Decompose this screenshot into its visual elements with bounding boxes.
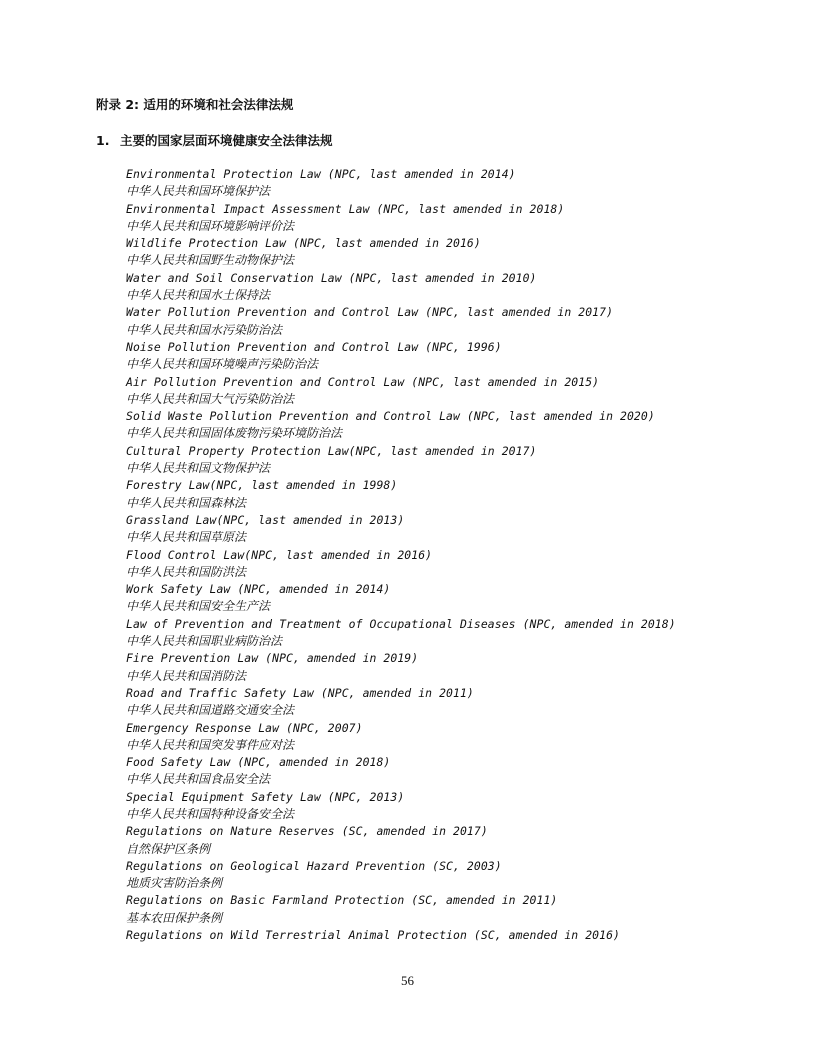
law-name-english: Fire Prevention Law (NPC, amended in 2019): [126, 651, 419, 666]
law-name-chinese: 中华人民共和国食品安全法: [126, 772, 271, 787]
law-name-chinese: 中华人民共和国环境保护法: [126, 184, 271, 199]
law-name-chinese: 中华人民共和国草原法: [126, 530, 247, 545]
law-item: [126, 408, 676, 443]
law-list: [126, 166, 676, 944]
law-name-chinese: 中华人民共和国野生动物保护法: [126, 253, 295, 268]
law-name-english: Environmental Impact Assessment Law (NPC, last amended in 2018): [126, 201, 565, 216]
law-item: [126, 858, 676, 893]
law-name-chinese: 地质灾害防治条例: [126, 876, 223, 891]
law-item: [126, 927, 676, 944]
law-name-chinese: 中华人民共和国职业病防治法: [126, 634, 283, 649]
law-name-chinese: 自然保护区条例: [126, 841, 211, 856]
law-name-english: Flood Control Law(NPC, last amended in 2016): [126, 547, 433, 562]
law-name-english: Regulations on Nature Reserves (SC, amended in 2017): [126, 824, 488, 839]
law-name-english: Water Pollution Prevention and Control Law (NPC, last amended in 2017): [126, 305, 614, 320]
law-name-english: Water and Soil Conservation Law (NPC, last amended in 2010): [126, 270, 537, 285]
law-item: [126, 823, 676, 858]
law-name-english: Road and Traffic Safety Law (NPC, amended in 2011): [126, 685, 474, 700]
law-name-english: Special Equipment Safety Law (NPC, 2013): [126, 789, 405, 804]
law-item: [126, 754, 676, 789]
law-name-english: Grassland Law(NPC, last amended in 2013): [126, 512, 405, 527]
page-number: 56: [401, 973, 414, 988]
law-name-chinese: 中华人民共和国森林法: [126, 495, 247, 510]
law-item: [126, 443, 676, 478]
law-name-english: Regulations on Geological Hazard Prevention (SC, 2003): [126, 858, 502, 873]
law-item: [126, 304, 676, 339]
law-name-chinese: 中华人民共和国固体废物污染环境防治法: [126, 426, 343, 441]
law-name-english: Law of Prevention and Treatment of Occupational Diseases (NPC, amended in 2018): [126, 616, 676, 631]
law-name-chinese: 中华人民共和国消防法: [126, 668, 247, 683]
law-item: [126, 892, 676, 927]
law-name-chinese: 中华人民共和国环境影响评价法: [126, 218, 295, 233]
law-name-chinese: 中华人民共和国安全生产法: [126, 599, 271, 614]
appendix-title: 附录 2: 适用的环境和社会法律法规: [96, 97, 294, 112]
law-name-english: Environmental Protection Law (NPC, last amended in 2014): [126, 167, 516, 181]
law-item: [126, 374, 676, 409]
law-name-english: Noise Pollution Prevention and Control Law (NPC, 1996): [126, 339, 502, 354]
law-name-chinese: 中华人民共和国突发事件应对法: [126, 737, 295, 752]
law-name-english: Wildlife Protection Law (NPC, last amended in 2016): [126, 236, 481, 251]
law-name-english: Regulations on Wild Terrestrial Animal Protection (SC, amended in 2016): [126, 928, 620, 943]
law-name-chinese: 中华人民共和国特种设备安全法: [126, 806, 295, 821]
law-item: [126, 339, 676, 374]
law-name-chinese: 中华人民共和国防洪法: [126, 564, 247, 579]
law-name-chinese: 中华人民共和国大气污染防治法: [126, 391, 295, 406]
law-name-chinese: 中华人民共和国环境噪声污染防治法: [126, 357, 319, 372]
law-name-english: Forestry Law(NPC, last amended in 1998): [126, 478, 398, 493]
law-item: [126, 166, 676, 201]
law-name-english: Emergency Response Law (NPC, 2007): [126, 720, 363, 735]
law-name-english: Air Pollution Prevention and Control Law (NPC, last amended in 2015): [126, 374, 600, 389]
law-item: [126, 547, 676, 582]
law-item: [126, 789, 676, 824]
law-item: [126, 201, 676, 236]
section-number: 1.: [96, 133, 110, 148]
law-item: [126, 270, 676, 305]
law-name-english: Cultural Property Protection Law(NPC, last amended in 2017): [126, 443, 537, 458]
law-name-english: Food Safety Law (NPC, amended in 2018): [126, 755, 391, 770]
law-item: [126, 477, 676, 512]
law-name-chinese: 中华人民共和国水污染防治法: [126, 322, 283, 337]
section-title: 主要的国家层面环境健康安全法律法规: [120, 133, 333, 148]
section-heading: [96, 131, 333, 149]
law-name-chinese: 基本农田保护条例: [126, 910, 223, 925]
law-item: [126, 512, 676, 547]
law-name-english: Work Safety Law (NPC, amended in 2014): [126, 582, 391, 597]
law-item: [126, 616, 676, 651]
law-name-english: Solid Waste Pollution Prevention and Control Law (NPC, last amended in 2020): [126, 409, 655, 424]
law-name-chinese: 中华人民共和国文物保护法: [126, 461, 271, 476]
law-item: [126, 581, 676, 616]
law-name-chinese: 中华人民共和国道路交通安全法: [126, 703, 295, 718]
law-item: [126, 685, 676, 720]
law-name-chinese: 中华人民共和国水土保持法: [126, 288, 271, 303]
law-item: [126, 235, 676, 270]
law-item: [126, 650, 676, 685]
law-name-english: Regulations on Basic Farmland Protection (SC, amended in 2011): [126, 893, 558, 908]
law-item: [126, 720, 676, 755]
